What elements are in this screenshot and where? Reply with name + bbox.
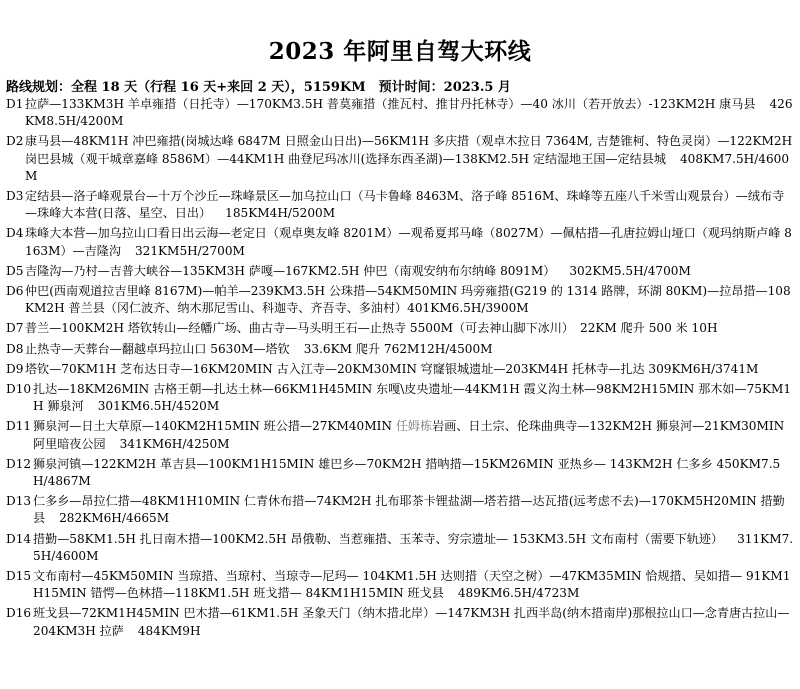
day-label: D9 bbox=[6, 361, 24, 376]
day-entry-d11 bbox=[6, 418, 794, 452]
day-entry-d16 bbox=[6, 605, 794, 639]
day-label: D15 bbox=[6, 569, 32, 584]
day-label: D5 bbox=[6, 263, 24, 278]
day-entry-d1 bbox=[6, 96, 794, 130]
day-entry-d12 bbox=[6, 456, 794, 490]
day-entry-d8 bbox=[6, 341, 794, 358]
day-stat: 282KM6H/4665M bbox=[59, 511, 170, 526]
day-label: D8 bbox=[6, 341, 24, 356]
day-label: D7 bbox=[6, 321, 24, 336]
day-text: 塔钦—70KM1H 芝布达日寺—16KM20MIN 古入江寺—20KM30MIN 穹窿银城遗址—203KM4H 托林寺—扎达 309KM6H/3741M bbox=[25, 361, 759, 376]
day-stat: 301KM6.5H/4520M bbox=[97, 399, 220, 414]
day-entry-d4 bbox=[6, 225, 794, 259]
day-stat: 408KM7.5H/4600M bbox=[25, 151, 790, 183]
day-stat: 426KM8.5H/4200M bbox=[25, 97, 793, 129]
day-stat: 489KM6.5H/4723M bbox=[457, 586, 580, 601]
faded-place-name: 任姆栋 bbox=[395, 419, 433, 434]
day-stat: 185KM4H/5200M bbox=[225, 206, 336, 221]
day-label: D3 bbox=[6, 189, 24, 204]
day-text: 文布南村—45KM50MIN 当琼措、当琼村、当琼寺—尼玛— 104KM1.5H 达则措（天空之树）—47KM35MIN 恰规措、吴如措— 91KM1H15MIN 错愕—色林措—118KM1.5H 班戈措— 84KM1H15MIN 班戈县 489KM6.5H/4723M bbox=[33, 569, 791, 601]
day-entry-d7 bbox=[6, 320, 794, 337]
day-entry-d6 bbox=[6, 283, 794, 317]
day-label: D12 bbox=[6, 456, 32, 471]
day-text: 定结县—洛子峰观景台—十万个沙丘—珠峰景区—加乌拉山口（马卡鲁峰 8463M、洛子峰 8516M、珠峰等五座八千米雪山观景台）—绒布寺—珠峰大本营(日落、星空、日出） 185KM4H/5200M bbox=[25, 189, 785, 221]
day-text: 康马县—48KM1H 冲巴雍措(岗城达峰 6847M 日照金山日出)—56KM1H 多庆措（观卓木拉日 7364M, 吉楚锥柯、特色灵岗）—122KM2H 岗巴县城（观干城章嘉峰 8586M）—44KM1H 曲登尼玛冰川(选择东西圣湖)—138KM2.5H 定结湿地王国—定结县城 408KM7.5H/4600M bbox=[25, 134, 793, 183]
day-entry-d14 bbox=[6, 531, 794, 565]
day-stat: 311KM7.5H/4600M bbox=[33, 531, 794, 563]
day-label: D1 bbox=[6, 97, 24, 111]
page-title: 2023 年阿里自驾大环线 bbox=[268, 38, 532, 65]
route-summary: 路线规划：全程 18 天（行程 16 天+来回 2 天），5159KM 预计时间：2023.5 月 bbox=[6, 80, 511, 95]
day-label: D13 bbox=[6, 494, 32, 509]
day-stat: 321KM5H/2700M bbox=[134, 243, 245, 258]
day-label: D6 bbox=[6, 284, 24, 299]
day-label: D2 bbox=[6, 134, 24, 149]
day-text: 止热寺—天葬台—翻越卓玛拉山口 5630M—塔钦 33.6KM 爬升 762M12H/4500M bbox=[25, 341, 493, 356]
day-entry-d2 bbox=[6, 133, 794, 185]
day-entry-d15 bbox=[6, 568, 794, 602]
day-text: 班戈县—72KM1H45MIN 巴木措—61KM1.5H 圣象天门（纳木措北岸）—147KM3H 扎西半岛(纳木措南岸)那根拉山口—念青唐古拉山—204KM3H 拉萨 484KM9H bbox=[33, 606, 790, 638]
day-label: D11 bbox=[6, 419, 32, 434]
day-text: 狮泉河镇—122KM2H 革吉县—100KM1H15MIN 雄巴乡—70KM2H 措呐措—15KM26MIN 亚热乡— 143KM2H 仁多乡 450KM7.5H/4867M bbox=[33, 456, 781, 489]
day-entry-d3 bbox=[6, 188, 794, 222]
day-text: 狮泉河—日土大草原—140KM2H15MIN 班公措—27KM40MIN 任姆栋岩画、日土宗、伦珠曲典寺—132KM2H 狮泉河—21KM30MIN 阿里暗夜公园 341KM6H/4250M bbox=[33, 419, 785, 451]
day-label: D10 bbox=[6, 382, 32, 397]
day-label: D14 bbox=[6, 531, 32, 546]
itinerary-list bbox=[6, 96, 794, 640]
day-label: D16 bbox=[6, 606, 32, 621]
day-text: 拉萨—133KM3H 羊卓雍措（日托寺）—170KM3.5H 普莫雍措（推瓦村、推甘丹托林寺）—40 冰川（若开放去）-123KM2H 康马县 426KM8.5H/4200M bbox=[25, 97, 793, 129]
day-text: 措勤—58KM1.5H 扎日南木措—100KM2.5H 昂俄勒、当惹雍措、玉苯寺、穷宗遗址— 153KM3.5H 文布南村（需要下轨迹） 311KM7.5H/4600M bbox=[33, 531, 794, 563]
day-entry-d9 bbox=[6, 361, 794, 378]
day-entry-d13 bbox=[6, 493, 794, 527]
day-text: 吉隆沟—乃村—吉普大峡谷—135KM3H 萨嘎—167KM2.5H 仲巴（南观安纳布尔纳峰 8091M） 302KM5.5H/4700M bbox=[25, 263, 691, 278]
day-text: 仲巴(西南观道拉吉里峰 8167M)—帕羊—239KM3.5H 公珠措—54KM50MIN 玛旁雍措(G219 的 1314 路牌，环湖 80KM)—拉昂措—108KM2H 普兰县（冈仁波齐、纳木那尼雪山、科迦寺、齐吾寺、多油村）401KM6.5H/3900M bbox=[25, 284, 791, 316]
day-text: 扎达—18KM26MIN 古格王朝—扎达土林—66KM1H45MIN 东嘎\皮央遗址—44KM1H 霞义沟土林—98KM2H15MIN 那木如—75KM1H 狮泉河 301KM6.5H/4520M bbox=[33, 382, 792, 414]
day-text: 普兰—100KM2H 塔钦转山—经幡广场、曲古寺—马头明王石—止热寺 5500M（可去神山脚下冰川） 22KM 爬升 500 米 10H bbox=[25, 321, 718, 336]
day-text: 仁多乡—昂拉仁措—48KM1H10MIN 仁青休布措—74KM2H 扎布耶茶卡锂盐湖—塔若措—达瓦措(远考虑不去)—170KM5H20MIN 措勤县 282KM6H/4665M bbox=[33, 494, 785, 526]
day-label: D4 bbox=[6, 226, 24, 241]
day-stat: 302KM5.5H/4700M bbox=[569, 263, 691, 278]
day-text: 珠峰大本营—加乌拉山口看日出云海—老定日（观卓奥友峰 8201M）—观希夏邦马峰（8027M）—佩枯措—孔唐拉姆山垭口（观玛纳斯卢峰 8163M）—吉隆沟 321KM5H/2700M bbox=[25, 226, 792, 258]
day-stat: 484KM9H bbox=[137, 623, 201, 638]
day-stat: 33.6KM 爬升 762M12H/4500M bbox=[303, 341, 493, 356]
day-entry-d10 bbox=[6, 381, 794, 415]
day-entry-d5 bbox=[6, 263, 794, 280]
day-stat: 341KM6H/4250M bbox=[119, 436, 230, 451]
